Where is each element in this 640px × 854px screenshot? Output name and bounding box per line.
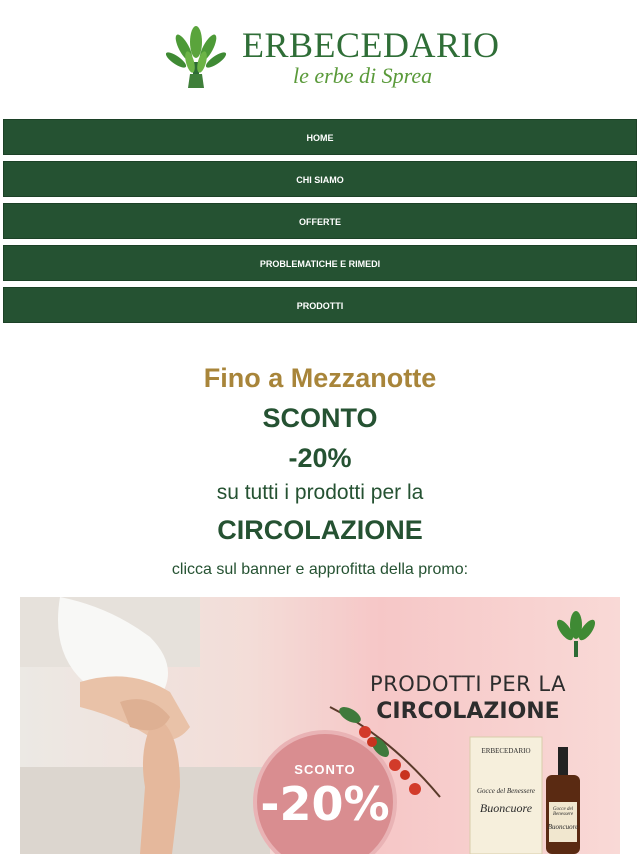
promo-cta-text: clicca sul banner e approfitta della promo: [171, 561, 469, 578]
promo-block [0, 358, 640, 588]
main-nav [0, 119, 640, 323]
bottle-label1-text: Gocce del Benessere [552, 807, 574, 817]
nav-item-home[interactable]: HOME [3, 119, 637, 155]
nav-item-prodotti[interactable]: PRODOTTI [3, 287, 637, 323]
promo-discount-label: SCONTO [262, 403, 378, 433]
banner-badge-value: -20% [260, 777, 390, 831]
nav-item-offerte[interactable]: OFFERTE [3, 203, 637, 239]
brand-logo[interactable] [166, 22, 500, 94]
box-label1-text: Gocce del Benessere [476, 787, 536, 795]
promo-banner[interactable] [20, 597, 620, 854]
nav-item-chi-siamo[interactable]: CHI SIAMO [3, 161, 637, 197]
promo-description: su tutti i prodotti per la [216, 481, 424, 504]
banner-title-line1: PRODOTTI PER LA [370, 672, 566, 696]
erbecedario-leaf-icon [554, 611, 598, 657]
plant-logo-icon [166, 26, 228, 88]
logo-subtitle: le erbe di Sprea [293, 63, 433, 88]
banner-badge-label: SCONTO [294, 762, 356, 777]
promo-discount-value: -20% [288, 443, 352, 473]
logo-title: ERBECEDARIO [242, 25, 500, 65]
promo-category: CIRCOLAZIONE [217, 515, 423, 545]
nav-item-problematiche-e-rimedi[interactable]: PROBLEMATICHE E RIMEDI [3, 245, 637, 281]
banner-title-line2: CIRCOLAZIONE [376, 699, 560, 724]
product-bottle-shape [546, 747, 580, 854]
header [0, 0, 640, 116]
box-brand-text: ERBECEDARIO [481, 747, 531, 755]
box-label2-text: Buoncuore [479, 801, 533, 815]
bottle-label2-text: Buoncuore [547, 823, 579, 831]
promo-headline: Fino a Mezzanotte [203, 363, 437, 393]
